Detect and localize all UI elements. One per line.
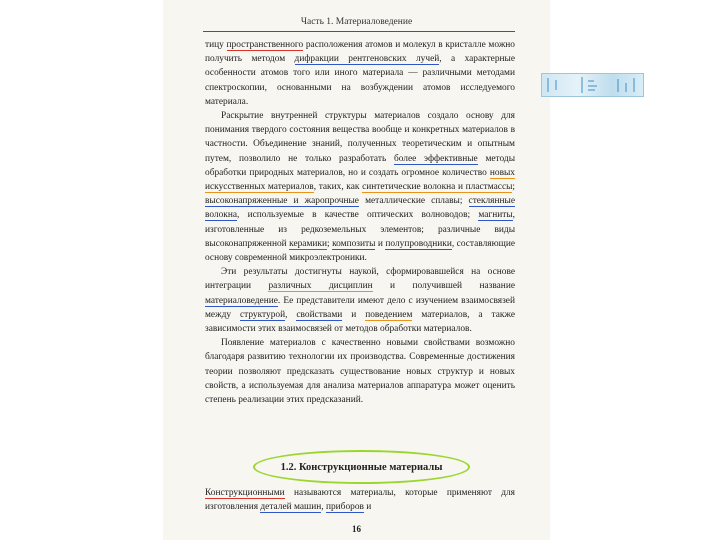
page-number: 16 bbox=[352, 524, 361, 534]
highlighted-term: высоконапряженные и жаропрочные bbox=[205, 196, 359, 207]
section-intro-text bbox=[205, 486, 515, 514]
text-run: , составляющие основу современной микроэлектроники. bbox=[205, 238, 515, 264]
text-run: тицу bbox=[205, 40, 227, 50]
paragraph bbox=[205, 336, 515, 407]
thumbnail-graphic-icon bbox=[542, 74, 643, 96]
highlighted-term: различных дисциплин bbox=[268, 281, 373, 292]
text-run: Эти результаты достигнуты наукой, сформировавшейся на основе интеграции bbox=[205, 267, 515, 292]
text-run: , а характерные особенности атомов того или иного материала — различными методами спектроскопии, основанными на возбуждении атомов исследуемого материала. bbox=[205, 54, 515, 107]
section-heading bbox=[253, 450, 470, 484]
text-run: , bbox=[321, 502, 326, 512]
text-run: называются материалы, которые применяют для изготовления bbox=[205, 488, 515, 512]
text-run: металлические сплавы; bbox=[358, 196, 469, 207]
paragraph bbox=[205, 38, 515, 109]
text-run: ; bbox=[512, 182, 516, 193]
highlighted-term: магниты bbox=[478, 210, 513, 221]
highlighted-term: новых искусственных материалов bbox=[205, 167, 515, 193]
highlighted-term: дифракции рентгеновских лучей bbox=[294, 54, 440, 65]
highlighted-term: синтетические волокна и пластмассы bbox=[362, 182, 513, 193]
text-run: Раскрытие внутренней структуры материалов создало основу для понимания твердого состояния вещества вообще и конкретных материалов в частности. Объединение знаний, полученных теоретическим и опытным путем, позволило не только разработать bbox=[205, 111, 515, 164]
text-run: материалов, а также зависимости этих взаимосвязей от методов обработки материалов. bbox=[205, 309, 515, 335]
highlighted-term: пространственного bbox=[226, 40, 304, 50]
highlighted-term: материаловедение bbox=[205, 295, 278, 306]
text-run: ; bbox=[327, 238, 333, 249]
highlighted-term: свойствами bbox=[296, 309, 343, 320]
highlighted-term: композиты bbox=[332, 238, 376, 249]
highlighted-term: приборов bbox=[325, 502, 364, 512]
text-run: , используемые в качестве оптических волноводов; bbox=[237, 210, 479, 221]
section-heading-text: 1.2. Конструкционные материалы bbox=[280, 461, 443, 473]
highlighted-term: стеклянные волокна bbox=[205, 196, 515, 221]
highlighted-term: более эффективные bbox=[393, 153, 478, 164]
text-run: и получившей название bbox=[372, 281, 515, 292]
highlighted-term: Конструкционными bbox=[205, 488, 285, 498]
text-run: методы обработки природных материалов, но и создать огромное количество bbox=[205, 153, 516, 178]
paragraph bbox=[205, 109, 515, 265]
text-run: , bbox=[285, 309, 297, 320]
highlighted-term: керамики bbox=[289, 238, 327, 249]
running-head: Часть 1. Материаловедение bbox=[300, 17, 413, 27]
paragraph bbox=[205, 265, 515, 336]
slide-thumbnail[interactable] bbox=[541, 73, 644, 97]
body-text bbox=[205, 38, 515, 407]
text-run: и bbox=[342, 309, 366, 320]
text-run: . Ее представители имеют дело с изучением взаимосвязей между bbox=[205, 295, 515, 320]
text-run: , изготовленные из редкоземельных элементов; различные виды высоконапряженной bbox=[205, 210, 515, 249]
highlighted-term: поведением bbox=[365, 309, 413, 320]
book-page bbox=[163, 0, 550, 540]
text-run: и bbox=[375, 238, 386, 249]
text-run: и bbox=[363, 502, 372, 512]
text-run: , таких, как bbox=[313, 182, 363, 193]
highlighted-term: деталей машин bbox=[260, 502, 322, 512]
highlighted-term: структурой bbox=[239, 309, 286, 320]
text-run: расположения атомов и молекул в кристалле можно получить методом bbox=[205, 40, 515, 65]
text-run: Появление материалов с качественно новыми свойствами возможно благодаря развитию технологии их производства. Современные достижения теории позволяют предсказать существование новых структур и новых свойств, а используемая для анализа материалов аппаратура может оценить степень реализации этих предсказаний. bbox=[205, 338, 515, 406]
header-divider bbox=[203, 31, 515, 32]
highlighted-term: полупроводники bbox=[385, 238, 452, 249]
